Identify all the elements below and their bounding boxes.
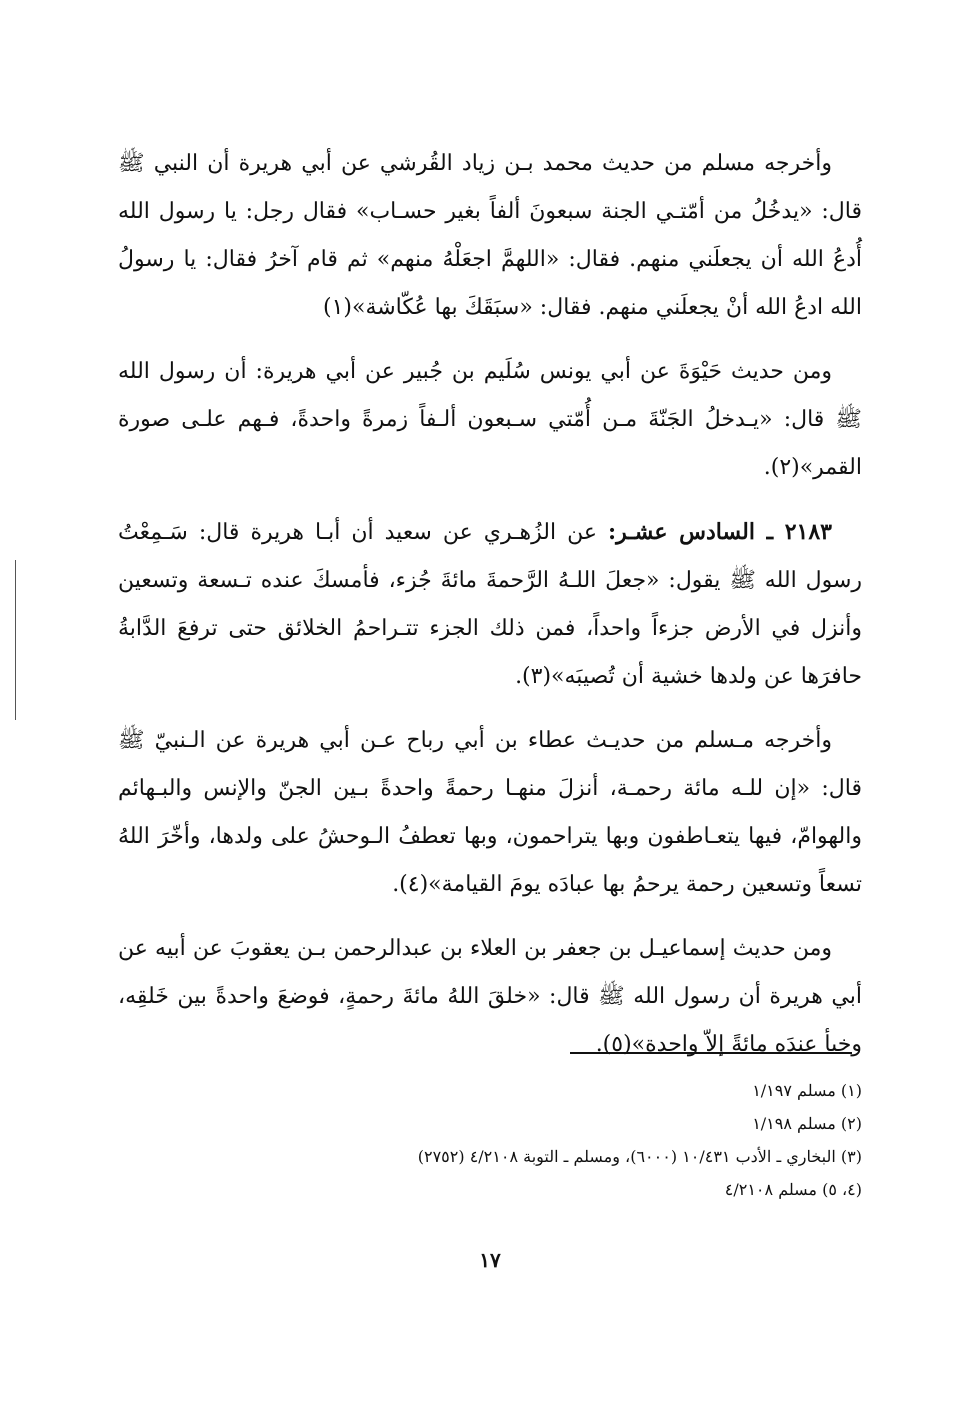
hadith-text: عن الزُهـري عن سعيد أن أبـا هريرة قال: سَـمِعْتُ رسول الله ﷺ يقول: «جعلَ اللـهُ الرَّحمةَ مائةَ جُزء، فأمسكَ عنده تـسعة وتسعين وأنزل في الأرض جزءاً واحداً، فمن ذلك الجزء تتـراحمُ الخلائق حتى ترفعَ الدَّابةُ حافرَها عن ولدها خشية أن تُصيبَه»(٣). <box>118 520 862 689</box>
footnote-3: (٣) البخاري ـ الأدب ١٠/٤٣١ (٦٠٠٠)، ومسلم ـ التوبة ٤/٢١٠٨ (٢٧٥٢) <box>417 1147 862 1166</box>
footnote-1: (١) مسلم ١/١٩٧ <box>752 1081 862 1100</box>
footnote-4: (٤، ٥) مسلم ٤/٢١٠٨ <box>724 1180 862 1199</box>
margin-line <box>15 560 16 720</box>
paragraph-3: وأخرجه مـسلم من حديـث عطاء بن أبي رباح عـن أبي هريرة عن الـنبيّ ﷺ قال: «إن للـه مائة رحمـة، أنزلَ منهـا رحمةً واحدةً بـين الجنّ والإنس والبـهائم والهوامّ، فيها يتعـاطفون وبها يتراحمون، وبها تعطفُ الـوحشُ على ولدها، وأخّرَ اللهُ تسعاً وتسعين رحمة يرحمُ بها عبادَه يومَ القيامة»(٤). <box>118 728 862 897</box>
hadith-paragraph <box>118 508 862 701</box>
main-text <box>118 140 862 1085</box>
paragraph-1: وأخرجه مسلم من حديث محمد بـن زياد القُرشي عن أبي هريرة أن النبي ﷺ قال: «يدخُلُ من أمّتـي الجنة سبعونَ ألفاً بغير حسـاب» فقال رجل: يا رسول الله أُدعُ الله أن يجعلَني منهم. فقال: «اللهمَّ اجعَلْهُ منهم» ثم قام آخرُ فقال: يا رسولُ الله ادعُ الله أنْ يجعلَني منهم. فقال: «سبَقَكَ بها عُكّاشة»(١) <box>118 151 862 320</box>
footnote-separator <box>570 1052 852 1054</box>
paragraph-2: ومن حديث حَيْوَةَ عن أبي يونس سُلَيم بن جُبير عن أبي هريرة: أن رسول الله ﷺ قال: «يـدخلُ الجَنّةَ مـن أُمّتي سـبعون ألـفاً زمرةً واحدةً، فـهم علـى صورة القمر»(٢). <box>118 359 862 480</box>
page-number: ١٧ <box>479 1248 501 1272</box>
hadith-number: ٢١٨٣ ـ السادس عشـر: <box>608 519 832 545</box>
paragraph-4: ومن حديث إسماعيـل بن جعفر بن العلاء بن عبدالرحمن بـن يعقوبَ عن أبيه عن أبي هريرة أن رسول الله ﷺ قال: «خلقَ اللهُ مائةَ رحمةٍ، فوضعَ واحدةً بين خَلقِه، وخبأ عندَه مائةً إلاّ واحدة»(٥). <box>118 936 862 1057</box>
footnotes <box>300 1074 862 1206</box>
footnote-2: (٢) مسلم ١/١٩٨ <box>752 1114 862 1133</box>
